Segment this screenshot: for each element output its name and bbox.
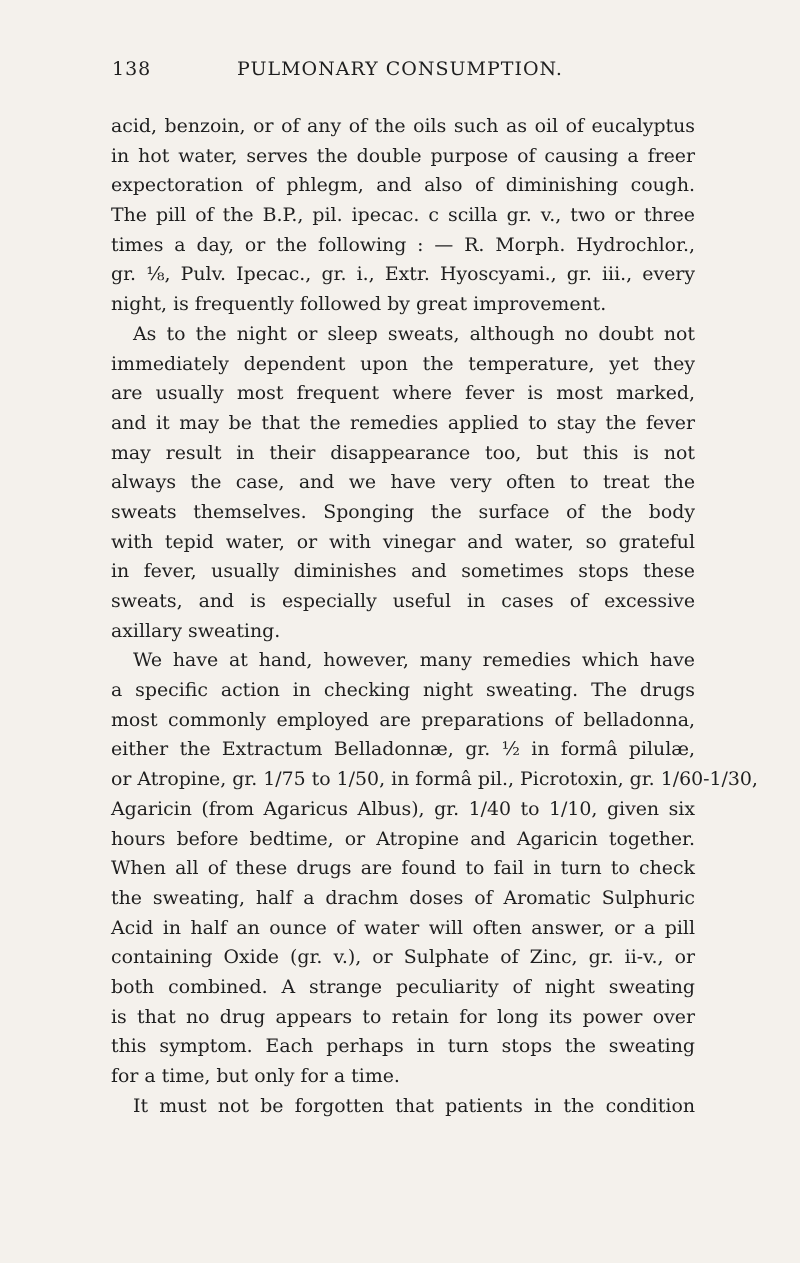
text-line: containing Oxide (gr. v.), or Sulphate of Zinc, gr. ii-v., or: [111, 946, 695, 969]
text-line: times a day, or the following : — R. Morph. Hydrochlor.,: [111, 233, 695, 256]
text-line: hours before bedtime, or Atropine and Agaricin together.: [111, 827, 695, 850]
text-line: are usually most frequent where fever is most marked,: [111, 382, 695, 405]
text-line: either the Extractum Belladonnæ, gr. ½ in formâ pilulæ,: [111, 738, 695, 761]
text-line: gr. ⅛, Pulv. Ipecac., gr. i., Extr. Hyoscyami., gr. iii., every: [111, 263, 695, 286]
text-line: sweats, and is especially useful in cases of excessive: [111, 590, 695, 612]
text-line: We have at hand, however, many remedies which have: [133, 649, 695, 672]
text-line: immediately dependent upon the temperature, yet they: [111, 352, 695, 375]
text-line: for a time, but only for a time.: [111, 1065, 400, 1087]
text-line: is that no drug appears to retain for long its power over: [111, 1005, 695, 1028]
text-line: Acid in half an ounce of water will often answer, or a pill: [111, 916, 695, 939]
page-number: 138: [112, 58, 152, 80]
text-line: this symptom. Each perhaps in turn stops the sweating: [111, 1035, 695, 1058]
text-line: and it may be that the remedies applied to stay the fever: [111, 411, 695, 434]
text-line: or Atropine, gr. 1/75 to 1/50, in formâ pil., Picrotoxin, gr. 1/60-1/30,: [111, 768, 758, 791]
text-line: both combined. A strange peculiarity of night sweating: [111, 975, 695, 998]
text-line: in hot water, serves the double purpose of causing a freer: [111, 144, 695, 167]
text-line: axillary sweating.: [111, 619, 281, 642]
text-line: As to the night or sleep sweats, although no doubt not: [133, 322, 695, 345]
body-text: [111, 112, 758, 1121]
text-line: the sweating, half a drachm doses of Aromatic Sulphuric: [111, 886, 695, 909]
running-head: [0, 58, 800, 88]
text-line: Agaricin (from Agaricus Albus), gr. 1/40 to 1/10, given six: [111, 797, 695, 820]
text-line: a specific action in checking night sweating. The drugs: [111, 679, 695, 702]
text-line: sweats themselves. Sponging the surface of the body: [111, 500, 695, 523]
text-line: acid, benzoin, or of any of the oils such as oil of eucalyptus: [111, 115, 695, 137]
text-line: most commonly employed are preparations of belladonna,: [111, 708, 695, 731]
text-line: expectoration of phlegm, and also of diminishing cough.: [111, 174, 695, 197]
running-title: PULMONARY CONSUMPTION.: [237, 58, 563, 80]
text-line: with tepid water, or with vinegar and water, so grateful: [111, 530, 695, 553]
text-line: always the case, and we have very often to treat the: [111, 471, 695, 494]
text-line: in fever, usually diminishes and sometimes stops these: [111, 560, 695, 583]
text-line: night, is frequently followed by great improvement.: [111, 293, 607, 316]
text-line: It must not be forgotten that patients in the condition: [133, 1094, 695, 1117]
text-line: When all of these drugs are found to fail in turn to check: [111, 857, 695, 880]
text-line: The pill of the B.P., pil. ipecac. c scilla gr. v., two or three: [111, 204, 695, 227]
text-line: may result in their disappearance too, but this is not: [111, 441, 695, 464]
